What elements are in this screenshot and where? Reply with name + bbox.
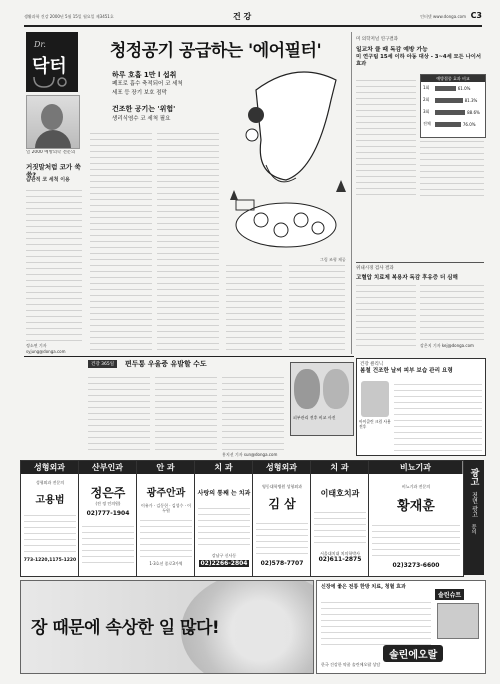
mid-right-caption: 아이클린 크림 사용 전후 (359, 419, 391, 429)
ad-detail (256, 518, 308, 554)
right-divider-2 (356, 262, 484, 263)
ad-name: 고용범 (35, 495, 65, 506)
chart-row-label: 3회 (423, 109, 430, 114)
bottom-right-headline: 신장에 좋은 전통 한방 치료, 청혈 효과 (321, 584, 406, 590)
subhead-5: 생리식염수 코 세척 필요 (112, 116, 171, 122)
bottom-ad-right[interactable] (316, 580, 486, 674)
ad-category: 산부인과 (79, 461, 137, 474)
ad-banner-category: 광고 (468, 468, 479, 486)
ad-ophthalmology[interactable] (136, 460, 196, 577)
right-headline-3: 고혈압 치료제 복용자 독감 후유증 더 심해 (356, 275, 458, 281)
chart-row-value: 61.0% (457, 85, 471, 91)
bottom-ad-footer: 한국 건강한 약품 솔린에오랄 상담 (321, 662, 381, 667)
chart-row (421, 106, 485, 118)
ad-category: 치 과 (195, 461, 253, 474)
subhead-2: 폐포로 흡수 축적되어 코 세척 (112, 81, 183, 87)
face-photos (290, 362, 354, 436)
ad-category: 안 과 (137, 461, 195, 474)
ad-sub: (전 정 인의원) (95, 501, 121, 506)
header-left-info: 생활과학 건강 2000년 5월 15일 월요일 제3451호 (24, 14, 114, 19)
chart-row (421, 82, 485, 94)
column-badge (26, 32, 78, 92)
bottom-right-body (321, 601, 431, 645)
ad-detail (140, 517, 192, 557)
left-body-text (26, 186, 82, 341)
bottom-ad-headline: 장 때문에 속상한 일 많다! (31, 618, 220, 638)
ad-detail (314, 507, 366, 543)
chart-bar (435, 98, 463, 103)
mid-right-article (356, 358, 486, 456)
chart-row-label: 전체 (423, 121, 431, 126)
chart-row (421, 118, 485, 130)
main-body-col2 (157, 130, 219, 350)
nose-illustration (226, 60, 351, 255)
subhead-3: 세포 등 장기 보호 점막 (112, 90, 167, 96)
illustration-caption: 그림 조형 제공 (320, 257, 346, 262)
ad-name: 이태호치과 (320, 489, 360, 498)
right-kicker: 미 의학저널 연구결과 (356, 37, 398, 42)
ad-detail (24, 512, 76, 552)
main-body-col3 (226, 260, 282, 350)
right-body-1 (356, 75, 416, 195)
sidebar-left-heading: 거짓말처럼 코가 쑥쑥? (26, 163, 81, 179)
ad-sub: 이유가 · 김동헌 · 김성수 · 이두원 (140, 503, 192, 513)
ad-tel: 02)578-7707 (260, 560, 304, 567)
right-body-2 (420, 140, 484, 196)
chart-title: 예방접종 효과 비교 (421, 75, 485, 82)
sub-article-body-3 (222, 372, 284, 450)
badge-sub: Dr. (34, 40, 46, 49)
sub-article-credit: 홍지선 기자 sun@donga.com (222, 452, 278, 457)
ad-tel: 02)3273-6600 (392, 562, 440, 569)
ad-tel: 02)2266-2804 (200, 560, 248, 567)
subhead-1: 하루 호흡 1만 l 섭취 (112, 71, 177, 79)
subheads (112, 70, 227, 124)
ad-banner-name: 전면 광고 (470, 492, 478, 518)
main-title: 청정공기 공급하는 '에어필터' (109, 41, 322, 61)
ad-sub: 영동대학병원 성형외과 (262, 484, 302, 489)
header-rule (24, 25, 482, 27)
bottom-ad-brand-small: 솔린슈트 (435, 589, 464, 600)
ad-banner-tel: 문의 (470, 523, 477, 534)
ad-urology[interactable] (368, 460, 464, 577)
chart-row-value: 81.3% (464, 97, 478, 103)
ad-obgyn[interactable] (78, 460, 138, 577)
ad-tel: 02)777-1904 (86, 510, 130, 517)
ads-row (20, 460, 484, 575)
byline-left: 정소연 기자 syjung@donga.com (26, 343, 66, 354)
author-photo (26, 95, 80, 149)
cream-product-image (361, 381, 389, 417)
photo-caption: 피부관리 전후 비교 사진 (293, 415, 336, 420)
ad-dental-1[interactable] (194, 460, 254, 577)
ad-detail (82, 523, 134, 563)
ad-tel: 02)611-2875 (318, 556, 362, 563)
product-box-image (437, 603, 479, 639)
right-headline-2: 미 연구팀 15세 이하 아동 대상 - 3~4세 모든 나이서 효과 (356, 54, 481, 67)
sub-article-tag: 건강 365일 (88, 360, 117, 368)
badge-label: 닥터 (32, 56, 67, 77)
ad-detail (372, 520, 460, 556)
face-photo-before (294, 369, 320, 409)
header-right-info: 인터넷 www.donga.com (420, 14, 466, 19)
mid-right-tag: 건강 클리닉 (360, 362, 384, 367)
chart-bar (435, 86, 456, 91)
sub-article-title: 편두통 우울증 유발할 수도 (125, 360, 207, 368)
ad-name: 정은주 (90, 486, 126, 500)
sub-article-body-2 (155, 372, 217, 450)
ad-sub: 강남구 신사동 (211, 553, 237, 558)
right-chart (420, 74, 486, 138)
mid-right-title: 봄철 건조한 날씨 피부 보습 관리 요령 (360, 368, 453, 374)
chart-row-label: 1회 (423, 85, 430, 90)
right-kicker-2: 위내시경 검사 결과 (356, 266, 394, 271)
ad-category: 비뇨기과 (369, 461, 463, 474)
page-header (24, 8, 482, 24)
ad-name: 김 삼 (268, 497, 296, 511)
header-section: 건 강 (233, 12, 252, 21)
mid-rule (24, 356, 354, 357)
subhead-4: 건조한 공기는 '위험' (112, 105, 176, 113)
right-column-divider (351, 32, 352, 354)
ad-name: 황재훈 (397, 499, 435, 514)
right-headline-1: 일교차 클 때 독감 예방 가능 (356, 47, 428, 53)
ad-sub: 비뇨기과 전문의 (401, 484, 431, 489)
chart-row-label: 2회 (423, 97, 430, 102)
ad-category: 치 과 (311, 461, 369, 474)
main-body-col1 (90, 130, 152, 350)
chart-row (421, 94, 485, 106)
main-body-col4 (289, 260, 345, 350)
mid-right-body (394, 381, 482, 451)
ad-sub: 서울대치대 치의학박사 (320, 551, 360, 556)
ad-category: 성형외과 (21, 461, 79, 474)
person-icon (41, 104, 63, 130)
right-body-3 (356, 284, 416, 346)
chart-bar (435, 122, 461, 127)
ad-tel: 773-1220,1175-1220 (23, 558, 77, 563)
chart-row-value: 76.0% (462, 121, 476, 127)
column-caption: 일 2000 예방의학 전문의 (26, 150, 76, 155)
sidebar-left-sub: 습관적 코 세척 이용 (26, 177, 70, 183)
page-number: C3 (470, 11, 482, 20)
chart-row-value: 88.6% (467, 109, 480, 115)
sub-article-body-1 (88, 372, 150, 450)
ad-tel: 1·3호선 종로3가역 (149, 561, 183, 566)
chart-bar (435, 110, 465, 115)
ad-detail (198, 505, 250, 545)
ad-name: 광주안과 (146, 488, 186, 499)
bottom-ad-brand: 솔린에오랄 (383, 645, 443, 662)
ad-sub: 성형외과 전문의 (35, 480, 65, 485)
ad-plastic-surgery-1[interactable] (20, 460, 80, 577)
ad-category: 성형외과 (253, 461, 311, 474)
ad-name: 사랑의 통째 는 치과 (197, 490, 251, 497)
right-byline: 강은지 기자 kej@donga.com (420, 343, 474, 348)
right-body-4 (420, 284, 484, 340)
bottom-ad-left[interactable] (20, 580, 314, 674)
ad-dental-2[interactable] (310, 460, 370, 577)
stethoscope-icon (32, 74, 72, 93)
ad-vertical-banner[interactable] (464, 460, 484, 575)
ad-plastic-surgery-2[interactable] (252, 460, 312, 577)
face-photo-after (323, 369, 349, 409)
